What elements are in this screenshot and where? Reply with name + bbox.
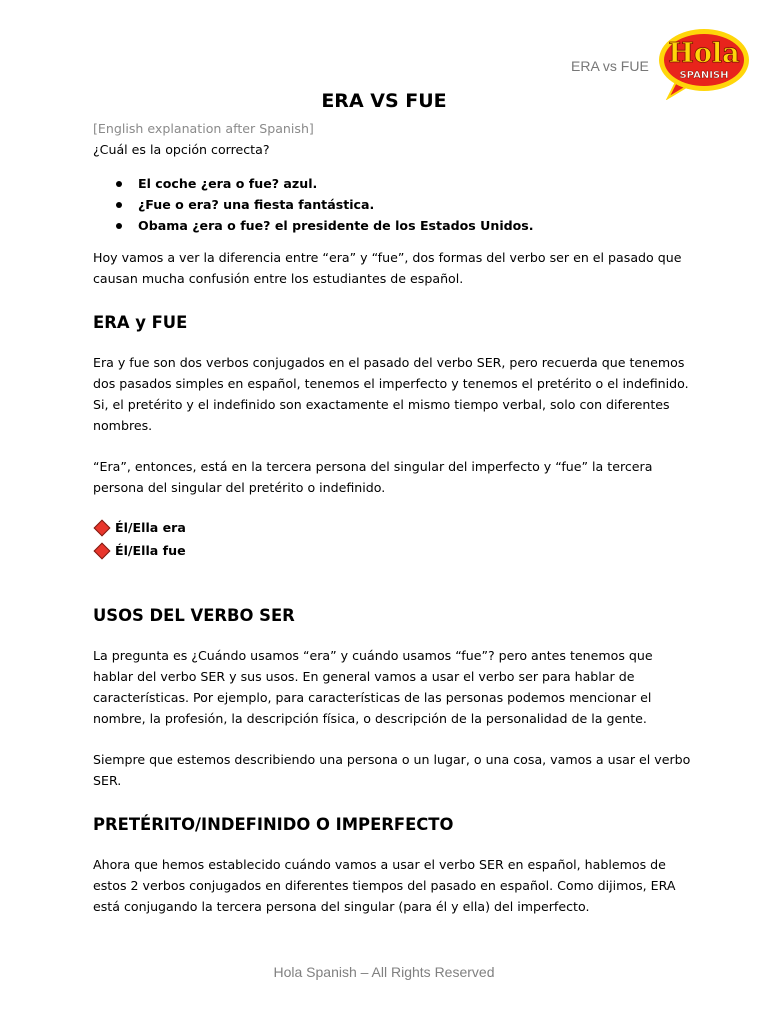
list-item: El coche ¿era o fue? azul. bbox=[93, 173, 693, 194]
english-note: [English explanation after Spanish] bbox=[93, 121, 314, 136]
list-item-label: Él/Ella fue bbox=[115, 543, 186, 558]
conjugation-list bbox=[93, 516, 693, 562]
logo-text-hola: Hola bbox=[668, 38, 740, 69]
hola-spanish-logo bbox=[654, 26, 750, 100]
paragraph: La pregunta es ¿Cuándo usamos “era” y cuándo usamos “fue”? pero antes tenemos que hablar del verbo SER y sus usos. En general vamos a usar el verbo ser para hablar de características. Por ejemplo, para características de las personas podemos mencionar el nombre, la profesión, la descripción física, o descripción de la personalidad de la gente. bbox=[93, 648, 653, 726]
list-item bbox=[93, 516, 693, 539]
list-item-label: Él/Ella era bbox=[115, 520, 186, 535]
logo-text-spanish: SPANISH bbox=[679, 70, 729, 81]
question: ¿Cuál es la opción correcta? bbox=[93, 142, 270, 157]
list-item: Obama ¿era o fue? el presidente de los Estados Unidos. bbox=[93, 215, 693, 236]
section-heading-usos: USOS DEL VERBO SER bbox=[93, 606, 295, 625]
footer: Hola Spanish – All Rights Reserved bbox=[273, 964, 495, 980]
paragraph: Era y fue son dos verbos conjugados en el pasado del verbo SER, pero recuerda que tenemos dos pasados simples en español, tenemos el imperfecto y tenemos el pretérito o el indefinido. Si, el pretérito y el indefinido son exactamente el mismo tiempo verbal, solo con diferentes nombres. bbox=[93, 355, 689, 433]
list-item: ¿Fue o era? una fiesta fantástica. bbox=[93, 194, 693, 215]
paragraph: Ahora que hemos establecido cuándo vamos a usar el verbo SER en español, hablemos de estos 2 verbos conjugados en diferentes tiempos del pasado en español. Como dijimos, ERA está conjugando la tercera persona del singular (para él y ella) del imperfecto. bbox=[93, 857, 676, 914]
document-body bbox=[93, 118, 693, 917]
diamond-bullet-icon bbox=[94, 520, 111, 537]
section-heading-preterito: PRETÉRITO/INDEFINIDO O IMPERFECTO bbox=[93, 815, 454, 834]
section-heading-era-y-fue: ERA y FUE bbox=[93, 313, 188, 332]
diamond-bullet-icon bbox=[94, 543, 111, 560]
logo-graphic bbox=[659, 29, 749, 98]
list-item bbox=[93, 539, 693, 562]
paragraph: “Era”, entonces, está en la tercera persona del singular del imperfecto y “fue” la tercera persona del singular del pretérito o indefinido. bbox=[93, 459, 653, 495]
example-list bbox=[93, 173, 693, 236]
paragraph: Siempre que estemos describiendo una persona o un lugar, o una cosa, vamos a usar el verbo SER. bbox=[93, 752, 691, 788]
header-title: ERA vs FUE bbox=[571, 58, 649, 74]
page-title: ERA VS FUE bbox=[321, 90, 447, 112]
intro-paragraph: Hoy vamos a ver la diferencia entre “era” y “fue”, dos formas del verbo ser en el pasado que causan mucha confusión entre los estudiantes de español. bbox=[93, 250, 682, 286]
